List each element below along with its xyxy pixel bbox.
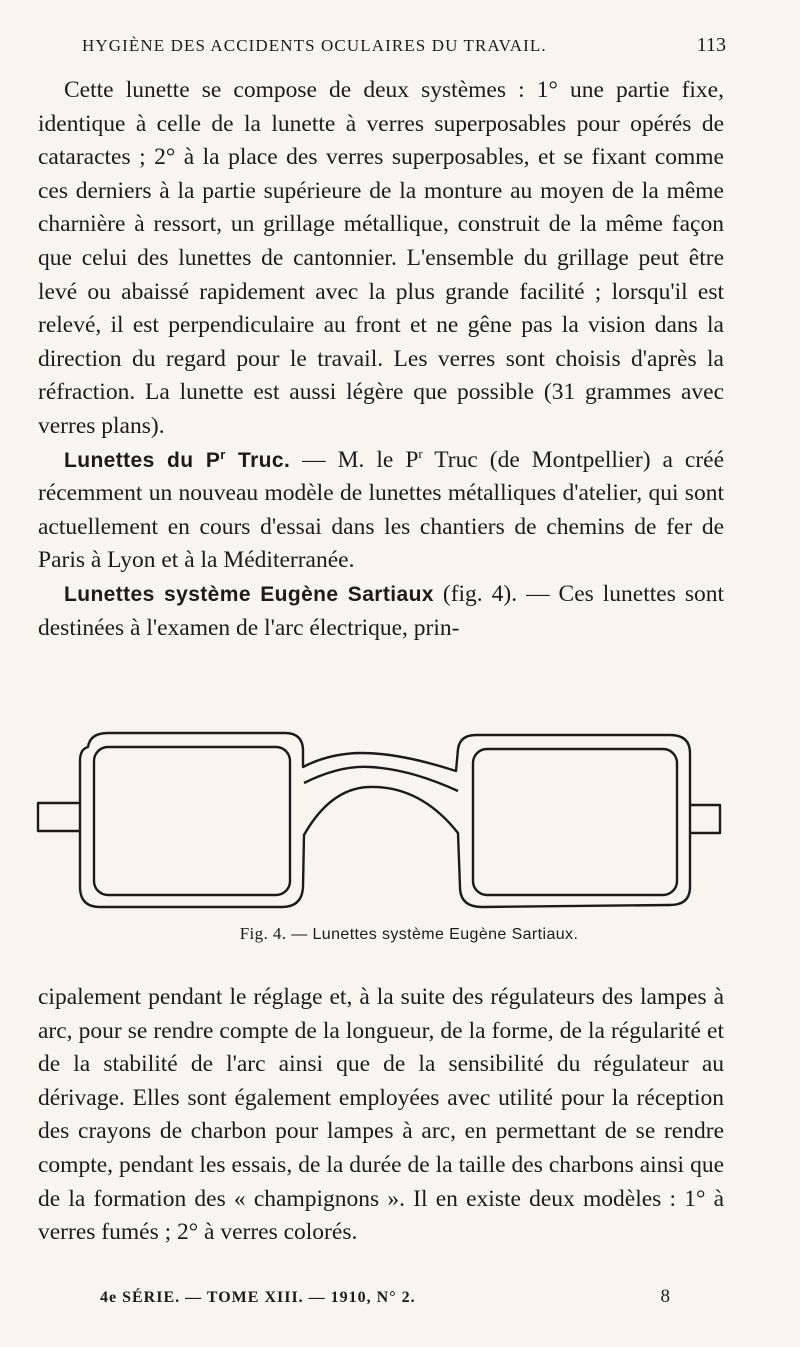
figure-label: Fig. 4. (239, 924, 287, 943)
left-lens (94, 747, 290, 895)
series-info: 4e SÉRIE. — TOME XIII. — 1910, N° 2. (100, 1289, 416, 1306)
body-text-bottom (38, 981, 724, 1250)
signature-mark: 8 (660, 1286, 670, 1307)
running-head: HYGIÈNE DES ACCIDENTS OCULAIRES DU TRAVAIL. (82, 36, 547, 55)
left-rim-outer (80, 733, 690, 907)
figure-caption-text: — Lunettes système Eugène Sartiaux. (286, 926, 579, 943)
paragraph-lunette-description: Cette lunette se compose de deux systèmes : 1° une partie fixe, identique à celle de la lunette à verres superposables pour opérés de cataractes ; 2° à la place des verres superposables, et se fixant comme ces derniers à la partie supérieure de la monture au moyen de la même charnière à ressort, un grillage métallique, construit de la même façon que celui des lunettes de cantonnier. L'ensemble du grillage peut être levé ou abaissé rapidement avec la plus grande facilité ; lorsqu'il est relevé, il est perpendiculaire au front et ne gêne pas la vision dans la direction du regard pour le travail. Les verres sont choisis d'après la réfraction. La lunette est aussi légère que possible (31 grammes avec verres plans). (38, 77, 724, 439)
body-text-top (38, 74, 724, 645)
truc-text-part1: — M. le P (290, 446, 419, 473)
truc-text-part2: Truc (de Montpellier) a créé récemment un nouveau modèle de lunettes métalliques d'atelier, qui sont actuellement en cours d'essai dans les chantiers de chemins de fer de Paris à Lyon et à la Méditerranée. (38, 446, 725, 574)
left-temple (38, 803, 80, 831)
section-heading-truc (64, 446, 291, 472)
spectacles-illustration (30, 725, 730, 915)
heading-truc-part2: Truc. (225, 448, 291, 472)
paragraph-continuation: cipalement pendant le réglage et, à la suite des régulateurs des lampes à arc, pour se rendre compte de la longueur, de la forme, de la régularité et de la stabilité de l'arc ainsi que de la sensibilité du régulateur au dérivage. Elles sont également employées avec utilité pour la réception des crayons de charbon pour lampes à arc, en permettant de se rendre compte, pendant les essais, de la durée de la taille des charbons ainsi que de la formation des « champignons ». Il en existe deux modèles : 1° à verres fumés ; 2° à verres colorés. (38, 984, 724, 1246)
right-lens (473, 749, 677, 895)
heading-truc-part1: Lunettes du P (64, 448, 221, 472)
figure-caption (0, 924, 800, 944)
page-header (82, 34, 726, 64)
right-temple (690, 805, 720, 833)
page-number: 113 (696, 34, 726, 56)
section-heading-sartiaux: Lunettes système Eugène Sartiaux (64, 582, 434, 606)
page-footer (100, 1286, 670, 1308)
paragraph-sartiaux (38, 578, 724, 645)
paragraph-lunettes-truc (38, 444, 724, 578)
sartiaux-text: (fig. 4). — Ces lunettes sont destinées à l'examen de l'arc électrique, prin- (38, 580, 724, 641)
truc-text-sup: r (418, 445, 423, 461)
heading-truc-sup: r (220, 446, 226, 462)
